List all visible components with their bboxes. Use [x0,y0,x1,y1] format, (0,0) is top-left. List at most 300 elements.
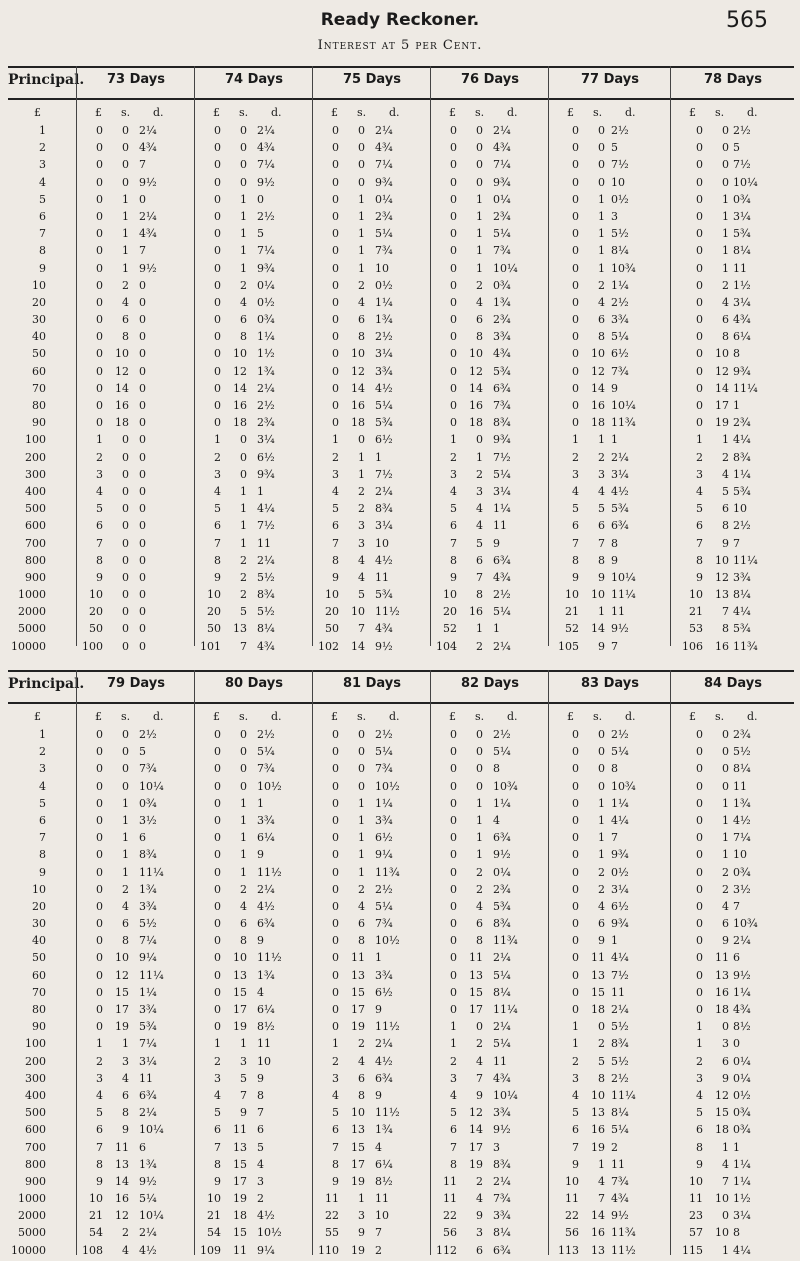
pence-value: 4½ [375,1054,393,1068]
principal-amount: 50 [32,347,46,361]
shillings-value: 0 [358,124,365,137]
table-row [195,1055,313,1072]
principal-amount: 7 [39,831,46,845]
shillings-value: 4 [598,484,605,498]
principal-amount: 200 [25,450,46,464]
shillings-value: 1 [722,813,729,827]
table-row [671,1175,795,1192]
pence-value: 0 [139,622,146,636]
principal-amount: 500 [25,502,46,516]
pence-value: 6¼ [257,1003,275,1016]
table-row [195,934,313,951]
table-row [431,1158,549,1175]
table-row [195,780,313,797]
shillings-value: 9 [240,1106,247,1120]
table-row [431,433,549,450]
table-row [671,1226,795,1243]
pence-value: 11¼ [139,968,164,982]
table-row [431,468,549,485]
pounds-value: 6 [696,1123,703,1137]
pounds-value: 3 [214,467,221,481]
pence-value: 0 [257,192,264,206]
shillings-value: 0 [598,158,605,172]
pence-value: 11¼ [733,553,758,567]
pence-value: 1 [611,934,618,948]
shillings-value: 2 [598,1037,605,1051]
shillings-value: 1 [598,227,605,241]
shillings-value: 7 [722,1174,729,1188]
shillings-value: 1 [598,848,605,862]
table-row [195,797,313,814]
pence-value: 0 [139,484,146,498]
pence-value: 9 [493,536,500,550]
pence-value: 4 [493,813,500,827]
table-row [431,797,549,814]
shillings-value: 18 [233,1209,247,1223]
shilling-unit: s. [357,710,367,723]
table-row [8,986,76,1003]
table-row [549,158,671,175]
shillings-value: 13 [715,968,729,982]
pence-value: 2¼ [493,639,511,653]
shillings-value: 0 [722,175,729,189]
pounds-value: 4 [572,1088,579,1102]
table-row [195,1003,313,1020]
pound-unit: £ [213,106,220,119]
pounds-value: 0 [450,330,457,344]
table-row [8,485,76,502]
table-row [671,416,795,433]
pence-value: 5½ [611,227,629,241]
shillings-value: 3 [476,484,483,498]
table-row [549,640,671,657]
pence-value: 7 [139,244,146,258]
pounds-value: 0 [214,124,221,137]
shillings-value: 1 [358,796,365,810]
pence-value: 4¼ [733,433,751,447]
table-row [313,485,431,502]
table-row [77,900,195,917]
pence-value: 4½ [139,1243,157,1257]
pence-value: 11 [611,985,625,999]
table-row [431,176,549,193]
shillings-value: 7 [240,1088,247,1102]
pence-value: 7¾ [493,399,511,412]
pounds-value: 0 [450,141,457,155]
shillings-value: 0 [722,124,729,137]
pounds-value: 0 [96,779,103,793]
pence-value: 7 [611,639,618,653]
pence-value: 8¼ [257,622,275,636]
pounds-value: 0 [450,968,457,982]
pence-value: 10½ [375,779,400,793]
table-row [313,622,431,639]
table-row [313,1244,431,1261]
pence-value: 2½ [733,519,751,533]
pence-value: 3¾ [493,1106,511,1120]
pence-value: 2¾ [375,209,393,223]
shillings-value: 4 [598,1174,605,1188]
pence-value: 0½ [611,192,629,206]
pounds-value: 0 [332,831,339,845]
pence-value: 9 [375,1003,382,1016]
table-row [77,382,195,399]
pence-value: 9 [375,1088,382,1102]
pounds-value: 0 [696,968,703,982]
shillings-value: 0 [598,1020,605,1034]
pounds-value: 0 [96,313,103,327]
pence-value: 2 [375,1243,382,1257]
pence-value: 10½ [375,934,400,948]
table-row [671,780,795,797]
table-row [313,986,431,1003]
table-row [77,365,195,382]
table-row [549,468,671,485]
pounds-value: 1 [696,1037,703,1051]
pounds-value: 2 [332,1054,339,1068]
table-row [549,279,671,296]
table-row [8,554,76,571]
pounds-value: 0 [332,278,339,292]
table-row [313,745,431,762]
shillings-value: 0 [358,175,365,189]
pence-value: 2 [611,1140,618,1154]
principal-amount: 30 [32,313,46,327]
pounds-value: 10 [689,588,703,602]
pounds-value: 0 [214,175,221,189]
pounds-value: 0 [572,865,579,879]
pounds-value: 4 [696,1088,703,1102]
pence-value: 11¼ [733,381,758,395]
pounds-value: 0 [214,347,221,361]
shillings-value: 8 [722,519,729,533]
shillings-value: 1 [722,244,729,258]
table-row [8,1123,76,1140]
pounds-value: 0 [696,364,703,378]
pounds-value: 0 [450,917,457,931]
pounds-value: 0 [696,175,703,189]
pounds-value: 106 [682,639,703,653]
principal-amount: 300 [25,467,46,481]
table-row [8,399,76,416]
shillings-value: 1 [476,192,483,206]
table-row [671,124,795,141]
pence-value: 0 [139,364,146,378]
pence-value: 1 [493,622,500,636]
table-row [8,1037,76,1054]
pence-value: 5¾ [375,416,393,430]
shillings-value: 4 [240,295,247,309]
pence-unit: d. [389,106,400,119]
days-header: 82 Days [461,676,519,691]
table-row [195,969,313,986]
principal-amount: 40 [32,330,46,344]
shillings-value: 4 [122,295,129,309]
shillings-value: 1 [722,261,729,275]
shillings-value: 6 [476,917,483,931]
pence-value: 3¾ [375,813,393,827]
pounds-value: 5 [332,502,339,516]
shillings-value: 6 [476,313,483,327]
shillings-value: 16 [715,639,729,653]
pounds-value: 0 [332,917,339,931]
pound-unit: £ [689,106,696,119]
pence-value: 11¾ [611,416,636,430]
shillings-value: 1 [122,261,129,275]
shillings-value: 1 [598,433,605,447]
table-row [195,1020,313,1037]
table-row [195,831,313,848]
shillings-value: 0 [122,536,129,550]
pence-value: 9 [257,1071,264,1085]
table-row [671,1020,795,1037]
pence-value: 8¼ [611,244,629,258]
table-row [549,313,671,330]
pence-value: 0¾ [733,1106,751,1120]
pounds-value: 0 [96,796,103,810]
shillings-value: 1 [598,831,605,845]
table-row [77,468,195,485]
pounds-value: 0 [696,848,703,862]
pence-value: 4¾ [257,639,275,653]
pound-unit: £ [567,106,574,119]
pounds-value: 52 [565,622,579,636]
pence-value: 4 [375,1140,382,1154]
pence-value: 5½ [733,745,751,759]
table-row [671,848,795,865]
shillings-value: 6 [722,502,729,516]
shilling-unit: s. [593,710,603,723]
table-row [77,502,195,519]
table-row [8,347,76,364]
pence-unit: d. [747,710,758,723]
pence-value: 11½ [257,865,282,879]
pence-value: 2¼ [139,124,157,137]
pence-value: 5¼ [493,968,511,982]
shillings-value: 1 [358,831,365,845]
shillings-value: 11 [233,1243,247,1257]
table-row [77,1072,195,1089]
shilling-unit: s. [715,106,725,119]
pounds-value: 0 [572,934,579,948]
table-row [77,728,195,745]
table-row [8,917,76,934]
pence-value: 4¾ [733,1003,751,1016]
shillings-value: 4 [476,1192,483,1206]
table-row [195,227,313,244]
table-row [8,951,76,968]
shillings-value: 15 [351,985,365,999]
pounds-value: 55 [325,1226,339,1240]
table-row [431,605,549,622]
page-number: 565 [726,8,768,33]
pence-value: 1¾ [139,1157,157,1171]
pounds-value: 0 [96,347,103,361]
pounds-value: 6 [572,519,579,533]
table-row [313,365,431,382]
pounds-value: 0 [696,209,703,223]
shillings-value: 0 [122,588,129,602]
shillings-value: 1 [240,227,247,241]
table-row [8,622,76,639]
pence-value: 3¾ [375,364,393,378]
pounds-value: 0 [214,244,221,258]
table-row [8,296,76,313]
table-row [431,1209,549,1226]
shillings-value: 0 [722,158,729,172]
table-row [671,797,795,814]
shillings-value: 2 [240,588,247,602]
table-row [8,762,76,779]
pence-value: 5 [733,141,740,155]
pence-value: 5¾ [733,622,751,636]
shillings-value: 8 [476,934,483,948]
table-row [431,227,549,244]
shillings-value: 4 [122,1243,129,1257]
shillings-value: 8 [122,330,129,344]
table-row [313,1106,431,1123]
shillings-value: 2 [598,882,605,896]
pence-value: 9¾ [493,175,511,189]
table-row [549,571,671,588]
pounds-value: 0 [572,1003,579,1016]
pounds-value: 11 [443,1192,457,1206]
shillings-value: 7 [598,536,605,550]
shillings-value: 1 [598,209,605,223]
table-row [195,313,313,330]
table-row [431,193,549,210]
pounds-value: 0 [572,985,579,999]
page-subtitle: Interest at 5 per Cent. [317,38,483,53]
pounds-value: 21 [207,1209,221,1223]
shillings-value: 2 [476,882,483,896]
shillings-value: 1 [240,502,247,516]
pounds-value: 9 [332,570,339,584]
pounds-value: 0 [450,728,457,741]
pence-value: 5¼ [493,605,511,619]
principal-amount: 5000 [18,1226,46,1240]
pounds-value: 0 [332,934,339,948]
pence-value: 11¾ [375,865,400,879]
pence-unit: d. [153,710,164,723]
pounds-value: 7 [450,536,457,550]
pounds-value: 0 [332,1003,339,1016]
table-row [195,262,313,279]
shillings-value: 1 [476,622,483,636]
pence-value: 0 [139,553,146,567]
shillings-value: 0 [122,450,129,464]
shillings-value: 0 [476,1020,483,1034]
pence-value: 4½ [375,381,393,395]
shillings-value: 0 [240,467,247,481]
shillings-value: 14 [715,381,729,395]
shillings-value: 6 [358,313,365,327]
shillings-value: 0 [598,728,605,741]
table-row [195,1226,313,1243]
table-row [431,866,549,883]
shillings-value: 13 [351,968,365,982]
pounds-value: 0 [696,1003,703,1016]
table-row [671,279,795,296]
page-title: Ready Reckoner. [320,10,480,30]
shillings-value: 12 [115,364,129,378]
pounds-value: 22 [443,1209,457,1223]
shillings-value: 11 [115,1140,129,1154]
pence-value: 11¼ [611,1088,636,1102]
days-header: 74 Days [225,72,283,87]
pounds-value: 0 [96,968,103,982]
pounds-value: 0 [332,209,339,223]
shillings-value: 15 [715,1106,729,1120]
shillings-value: 4 [598,899,605,913]
table-row [195,951,313,968]
principal-amount: 2000 [18,1209,46,1223]
table-row [77,262,195,279]
column-values [77,728,195,1261]
pounds-value: 57 [689,1226,703,1240]
table-row [431,244,549,261]
principal-amount: 80 [32,1003,46,1016]
pounds-value: 0 [450,347,457,361]
shillings-value: 9 [476,1088,483,1102]
pence-value: 7¾ [611,1174,629,1188]
pounds-value: 0 [96,278,103,292]
shillings-value: 10 [351,1106,365,1120]
table-row [195,141,313,158]
pounds-value: 0 [572,347,579,361]
table-row [431,900,549,917]
pounds-value: 7 [450,1140,457,1154]
table-row [77,780,195,797]
pounds-value: 5 [572,1106,579,1120]
pence-value: 8 [257,1088,264,1102]
shillings-value: 0 [722,779,729,793]
shillings-value: 0 [598,175,605,189]
table-row [8,1072,76,1089]
pounds-value: 4 [214,1088,221,1102]
table-row [671,1244,795,1261]
pounds-value: 0 [214,313,221,327]
pence-value: 5¾ [611,502,629,516]
pounds-value: 1 [96,1037,103,1051]
principal-amount: 10000 [11,1243,46,1257]
shillings-value: 0 [240,141,247,155]
pence-value: 2 [257,1192,264,1206]
table-row [313,158,431,175]
table-row [549,365,671,382]
shillings-value: 1 [358,244,365,258]
shillings-value: 2 [240,570,247,584]
table-row [431,1226,549,1243]
pounds-value: 0 [214,848,221,862]
table-row [549,917,671,934]
pounds-value: 22 [325,1209,339,1223]
pence-value: 5¾ [733,484,751,498]
shillings-value: 1 [476,209,483,223]
pence-value: 5¼ [611,745,629,759]
shillings-value: 14 [351,639,365,653]
table-row [8,502,76,519]
pence-value: 1¾ [257,968,275,982]
pounds-value: 10 [565,1174,579,1188]
table-row [431,330,549,347]
table-row [431,1089,549,1106]
pence-value: 9¾ [375,175,393,189]
pence-value: 5¼ [493,745,511,759]
pounds-value: 0 [96,934,103,948]
table-row [671,141,795,158]
table-row [313,969,431,986]
